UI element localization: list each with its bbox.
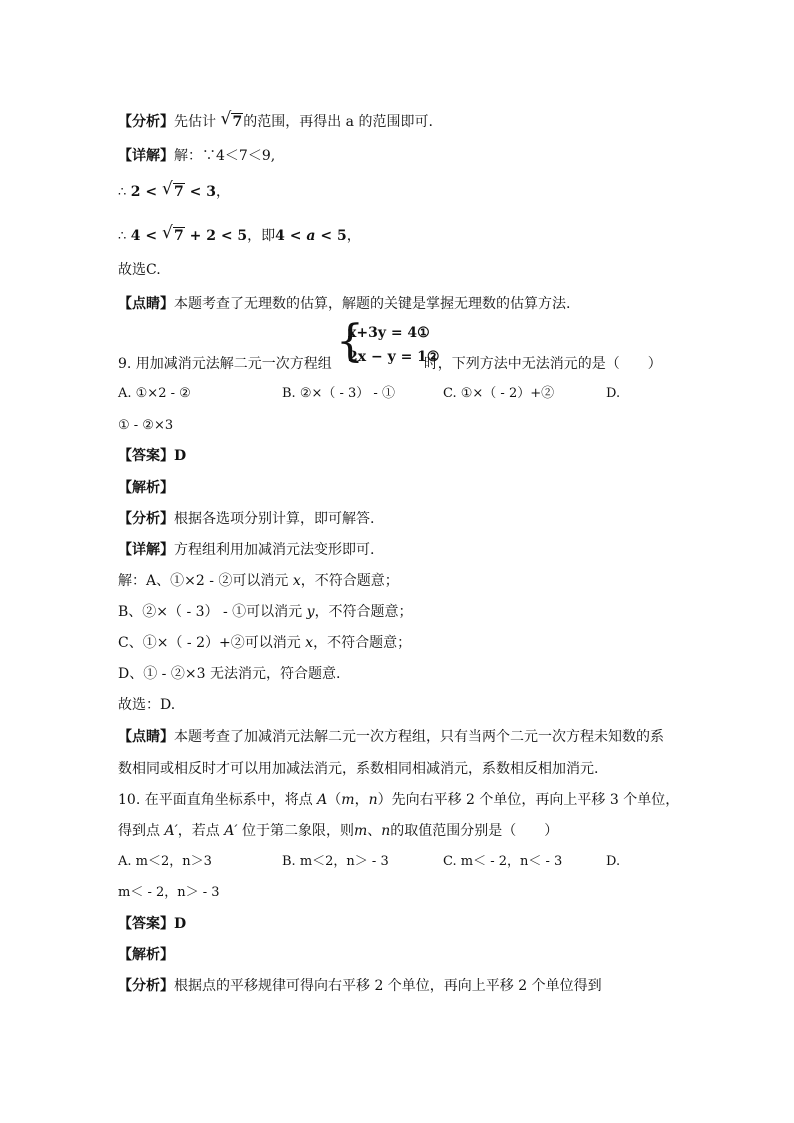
detail-tag: 【详解】: [118, 148, 174, 164]
math-left: 2 <: [130, 184, 162, 200]
math-right: < 3: [184, 184, 216, 200]
sqrt-7: √ 7: [162, 182, 185, 202]
step-line-2: [118, 226, 361, 247]
q9-stem: [118, 354, 662, 374]
q10-stem-2: 得到点 A′，若点 A′ 位于第二象限，则m、n的取值范围分别是（ ）: [118, 823, 559, 839]
equation-2: 2x − y = 1②: [348, 349, 440, 365]
var-x: x: [305, 635, 314, 651]
sqrt-7: √ 7: [220, 112, 243, 132]
q9-jiexi: 【解析】: [118, 480, 174, 496]
q9-solution-c: C、①×（ - 2）+②可以消元 x，不符合题意；: [118, 635, 412, 651]
q9-stem-after: 时，下列方法中无法消元的是（ ）: [423, 356, 662, 372]
comment-line-1: [118, 294, 570, 314]
brace-symbol: {: [336, 316, 364, 367]
q9-choose: 故选：D.: [118, 697, 176, 713]
q10-option-a: A. m＜2，n＞3: [118, 854, 212, 869]
q10-analysis: [118, 976, 602, 996]
q9-option-d-label: D.: [606, 386, 621, 401]
var-x: x: [292, 573, 301, 589]
q9-option-a: A. ①×2 - ②: [118, 386, 191, 401]
q10-answer: 【答案】D: [118, 916, 187, 932]
q9-stem-before: 9. 用加减消元法解二元一次方程组: [118, 356, 332, 372]
sqrt-7: √ 7: [162, 226, 185, 246]
therefore-symbol: ∴: [118, 185, 127, 200]
step-line-1: [118, 182, 230, 203]
ineq-var: a: [306, 228, 316, 244]
var-m: m: [353, 823, 368, 839]
punct: ，: [215, 184, 230, 200]
var-m: m: [341, 792, 355, 808]
equation-1: x+3y = 4①: [348, 325, 430, 341]
q9-solution-a: 解：A、①×2 - ②可以消元 x，不符合题意；: [118, 573, 399, 589]
q9-solution-b: B、②×（ - 3） - ①可以消元 y，不符合题意；: [118, 604, 413, 620]
q9-comment-1: [118, 727, 664, 747]
comment-tag: 【点睛】: [118, 729, 174, 745]
analysis-line-1: [118, 112, 433, 132]
punct: ，: [346, 228, 361, 244]
comment-text: 本题考查了加减消元法解二元一次方程组，只有当两个二元一次方程未知数的系: [174, 729, 664, 745]
ineq-right: < 5: [315, 228, 347, 244]
q10-jiexi: 【解析】: [118, 947, 174, 963]
analysis-text-before: 先估计: [174, 114, 216, 130]
ineq-left: 4 <: [275, 228, 307, 244]
math-left: 4 <: [130, 228, 162, 244]
math-mid: + 2 < 5: [184, 228, 248, 244]
detail-text: 解：∵4＜7＜9,: [174, 148, 276, 164]
comment-text: 本题考查了无理数的估算，解题的关键是掌握无理数的估算方法.: [174, 296, 571, 312]
therefore-symbol: ∴: [118, 229, 127, 244]
q9-answer: 【答案】D: [118, 448, 187, 464]
punct: ，即: [247, 228, 276, 244]
var-n: n: [368, 792, 378, 808]
q10-option-d-text: m＜ - 2，n＞ - 3: [118, 885, 220, 900]
analysis-tag: 【分析】: [118, 978, 174, 994]
analysis-tag: 【分析】: [118, 114, 174, 130]
var-y: y: [306, 604, 315, 620]
q9-comment-2: 数相同或相反时才可以用加减法消元，系数相同相减消元，系数相反相加消元.: [118, 761, 599, 777]
choose-line-1: 故选C.: [118, 262, 161, 278]
analysis-tag: 【分析】: [118, 511, 174, 527]
detail-tag: 【详解】: [118, 542, 174, 558]
q9-option-c: C. ①×（ - 2）+②: [443, 386, 555, 401]
q10-option-b: B. m＜2，n＞ - 3: [282, 854, 389, 869]
detail-text: 方程组利用加减消元法变形即可.: [174, 542, 375, 558]
point-a: A: [317, 792, 328, 808]
point-a-prime: A′: [224, 823, 238, 839]
q9-option-d-text: ① - ②×3: [118, 418, 174, 433]
point-a-prime: A′: [164, 823, 178, 839]
comment-tag: 【点睛】: [118, 296, 174, 312]
q9-analysis: [118, 509, 374, 529]
detail-line-1: [118, 146, 275, 166]
q9-solution-d: D、① - ②×3 无法消元，符合题意.: [118, 666, 341, 682]
q10-option-d-label: D.: [606, 854, 621, 869]
q9-detail: [118, 540, 374, 560]
q10-option-c: C. m＜ - 2，n＜ - 3: [443, 854, 563, 869]
q10-stem-1: 10. 在平面直角坐标系中，将点 A（m，n）先向右平移 2 个单位，再向上平移 3 个单位，: [118, 792, 680, 808]
q9-option-b: B. ②×（ - 3） - ①: [282, 386, 395, 401]
analysis-text: 根据点的平移规律可得向右平移 2 个单位，再向上平移 2 个单位得到: [174, 978, 602, 994]
analysis-text: 根据各选项分别计算，即可解答.: [174, 511, 375, 527]
var-n: n: [381, 823, 391, 839]
analysis-text-after: 的范围，再得出 a 的范围即可.: [243, 114, 433, 130]
